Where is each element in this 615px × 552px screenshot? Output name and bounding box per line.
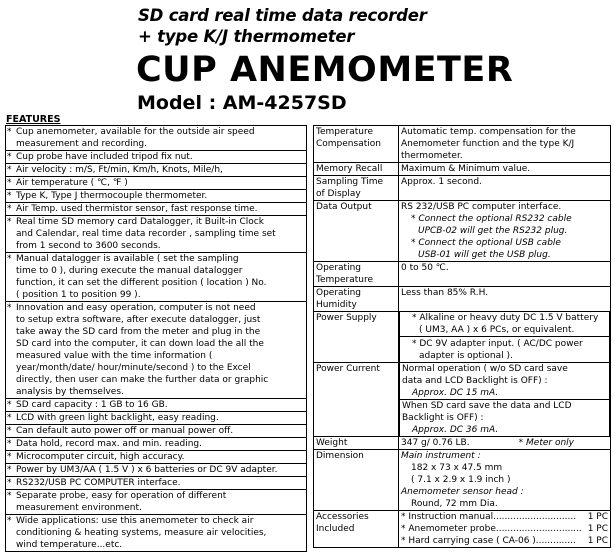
feature-row bbox=[6, 126, 307, 151]
feature-bullet: * bbox=[6, 451, 15, 464]
spec-row-weight bbox=[314, 437, 611, 450]
feature-bullet: * bbox=[6, 203, 15, 216]
spec-row-data-output bbox=[314, 201, 611, 262]
feature-text: Power by UM3/AA ( 1.5 V ) x 6 batteries or DC 9V adapter. bbox=[14, 464, 307, 477]
feature-row bbox=[6, 438, 307, 451]
spec-value: Less than 85% R.H. bbox=[399, 287, 611, 312]
feature-row bbox=[6, 203, 307, 216]
feature-text: Separate probe, easy for operation of different measurement environment. bbox=[14, 490, 307, 515]
feature-bullet: * bbox=[6, 412, 15, 425]
feature-bullet: * bbox=[6, 425, 15, 438]
feature-row bbox=[6, 464, 307, 477]
feature-bullet: * bbox=[6, 477, 15, 490]
feature-row bbox=[6, 177, 307, 190]
spec-key: Power Current bbox=[314, 363, 399, 437]
feature-text: Innovation and easy operation, computer is not need to setup extra software, after execute datalogger, just take away the SD card from the meter and plug in the SD card into the computer, it can down load the all the measured value with the time information ( year/month/date/ hour/minute/second ) to the Excel directly, then user can make the further data or graphic analysis by themselves. bbox=[14, 302, 307, 399]
spec-value: Normal operation ( w/o SD card save data and LCD Backlight is OFF) : Approx. DC 15 mA. When SD card save the data and LCD Backlight is OFF) : Approx. DC 36 mA. bbox=[399, 363, 611, 437]
feature-row bbox=[6, 190, 307, 203]
feature-text: Real time SD memory card Datalogger, it Built-in Clock and Calendar, real time data recorder , sampling time set from 1 second to 3600 seconds. bbox=[14, 216, 307, 253]
feature-bullet: * bbox=[6, 399, 15, 412]
feature-text: LCD with green light backlight, easy reading. bbox=[14, 412, 307, 425]
spec-row-sampling-time bbox=[314, 176, 611, 201]
model-number: Model : AM-4257SD bbox=[137, 92, 347, 114]
feature-row bbox=[6, 216, 307, 253]
subtitle-line-1: SD card real time data recorder bbox=[138, 6, 427, 25]
spec-value: RS 232/USB PC computer interface. * Connect the optional RS232 cable UPCB-02 will get the RS232 plug. * Connect the optional USB cable USB-01 will get the USB plug. bbox=[399, 201, 611, 262]
feature-bullet: * bbox=[6, 253, 15, 302]
spec-row-dimension bbox=[314, 450, 611, 511]
spec-value: Maximum & Minimum value. bbox=[399, 163, 611, 176]
feature-text: Air temperature ( ℃, ℉ ) bbox=[14, 177, 307, 190]
feature-text: Wide applications: use this anemometer to check air conditioning & heating systems, measure air velocities, wind temperature...etc. bbox=[14, 515, 307, 552]
spec-key: Memory Recall bbox=[314, 163, 399, 176]
feature-bullet: * bbox=[6, 190, 15, 203]
feature-bullet: * bbox=[6, 164, 15, 177]
spec-value: Main instrument : 182 x 73 x 47.5 mm ( 7.1 x 2.9 x 1.9 inch ) Anemometer sensor head : Round, 72 mm Dia. bbox=[399, 450, 611, 511]
subtitle-line-2: + type K/J thermometer bbox=[138, 27, 355, 46]
feature-text: Type K, Type J thermocouple thermometer. bbox=[14, 190, 307, 203]
feature-row bbox=[6, 151, 307, 164]
feature-text: Data hold, record max. and min. reading. bbox=[14, 438, 307, 451]
feature-bullet: * bbox=[6, 515, 15, 552]
specifications-table bbox=[313, 125, 611, 548]
feature-text: Air velocity : m/S, Ft/min, Km/h, Knots, Mile/h, bbox=[14, 164, 307, 177]
feature-row bbox=[6, 515, 307, 552]
feature-row bbox=[6, 425, 307, 438]
spec-row-power-supply bbox=[314, 312, 611, 363]
feature-text: SD card capacity : 1 GB to 16 GB. bbox=[14, 399, 307, 412]
spec-key: Data Output bbox=[314, 201, 399, 262]
feature-text: Cup anemometer, available for the outside air speed measurement and recording. bbox=[14, 126, 307, 151]
spec-value: Approx. 1 second. bbox=[399, 176, 611, 201]
features-heading: FEATURES bbox=[6, 114, 61, 125]
feature-text: Microcomputer circuit, high accuracy. bbox=[14, 451, 307, 464]
feature-row bbox=[6, 490, 307, 515]
page-title: CUP ANEMOMETER bbox=[136, 50, 514, 90]
feature-row bbox=[6, 477, 307, 490]
spec-row-memory-recall bbox=[314, 163, 611, 176]
spec-key: Weight bbox=[314, 437, 399, 450]
spec-key: Accessories Included bbox=[314, 511, 399, 548]
spec-row-power-current bbox=[314, 363, 611, 437]
feature-bullet: * bbox=[6, 490, 15, 515]
spec-key: Temperature Compensation bbox=[314, 126, 399, 163]
feature-bullet: * bbox=[6, 464, 15, 477]
feature-bullet: * bbox=[6, 177, 15, 190]
feature-row bbox=[6, 399, 307, 412]
spec-key: Operating Temperature bbox=[314, 262, 399, 287]
spec-row-temp-compensation bbox=[314, 126, 611, 163]
feature-bullet: * bbox=[6, 302, 15, 399]
feature-row bbox=[6, 253, 307, 302]
spec-value: * Instruction manual............................. 1 PC * Anemometer probe.............................. 1 PC * Hard carrying case ( CA-06 ).............. 1 PC bbox=[399, 511, 611, 548]
feature-row bbox=[6, 164, 307, 177]
feature-text: Cup probe have included tripod fix nut. bbox=[14, 151, 307, 164]
feature-text: Manual datalogger is available ( set the sampling time to 0 ), during execute the manual datalogger function, it can set the different position ( location ) No. ( position 1 to position 99 ). bbox=[14, 253, 307, 302]
spec-value: Automatic temp. compensation for the Anemometer function and the type K/J thermometer. bbox=[399, 126, 611, 163]
feature-bullet: * bbox=[6, 151, 15, 164]
feature-row bbox=[6, 451, 307, 464]
spec-row-operating-temperature bbox=[314, 262, 611, 287]
spec-key: Dimension bbox=[314, 450, 399, 511]
spec-row-accessories bbox=[314, 511, 611, 548]
feature-text: RS232/USB PC COMPUTER interface. bbox=[14, 477, 307, 490]
features-table bbox=[5, 125, 307, 552]
spec-value: 347 g/ 0.76 LB. * Meter only bbox=[399, 437, 611, 450]
feature-bullet: * bbox=[6, 438, 15, 451]
feature-row bbox=[6, 412, 307, 425]
feature-text: Air Temp. used thermistor sensor, fast response time. bbox=[14, 203, 307, 216]
spec-key: Sampling Time of Display bbox=[314, 176, 399, 201]
feature-bullet: * bbox=[6, 126, 15, 151]
feature-text: Can default auto power off or manual power off. bbox=[14, 425, 307, 438]
feature-row bbox=[6, 302, 307, 399]
spec-value: 0 to 50 ℃. bbox=[399, 262, 611, 287]
spec-key: Power Supply bbox=[314, 312, 399, 363]
spec-key: Operating Humidity bbox=[314, 287, 399, 312]
spec-value: * Alkaline or heavy duty DC 1.5 V battery ( UM3, AA ) x 6 PCs, or equivalent. * DC 9V adapter input. ( AC/DC power adapter is optional ). bbox=[399, 312, 611, 363]
feature-bullet: * bbox=[6, 216, 15, 253]
spec-row-operating-humidity bbox=[314, 287, 611, 312]
